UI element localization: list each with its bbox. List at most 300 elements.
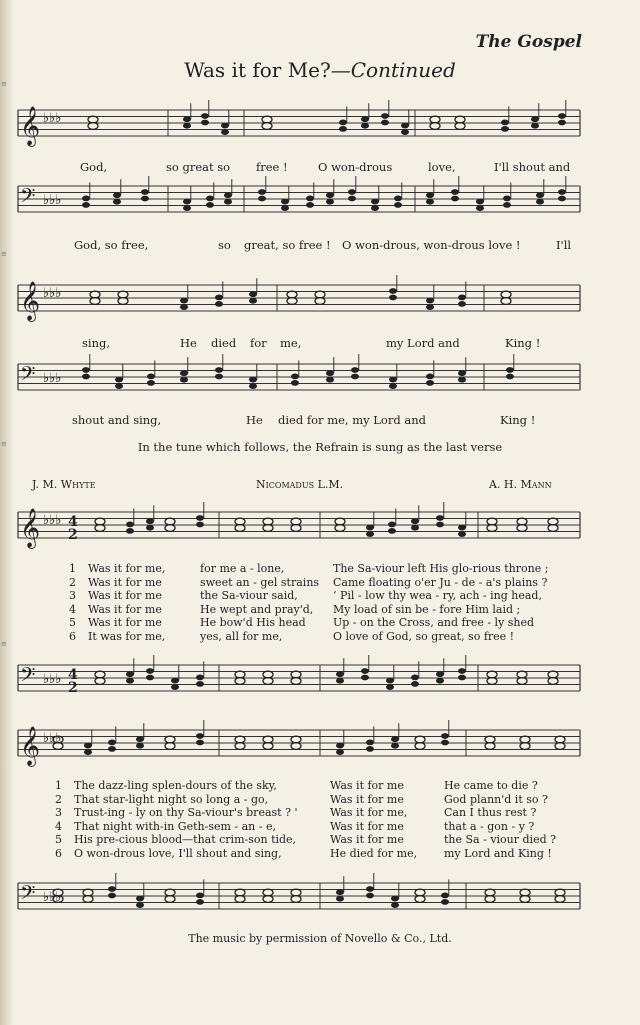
- note-head: [263, 736, 273, 743]
- note-head: [411, 675, 419, 681]
- note-head: [306, 196, 314, 202]
- time-signature-icon: 2: [68, 680, 78, 696]
- lyric: free !: [256, 160, 288, 174]
- note-head: [371, 205, 379, 211]
- note-head: [281, 205, 289, 211]
- note-head: [206, 202, 214, 208]
- note-head: [263, 896, 273, 903]
- note-head: [458, 295, 466, 301]
- note-head: [215, 367, 223, 373]
- note-head: [82, 374, 90, 380]
- note-head: [401, 129, 409, 135]
- note-head: [118, 291, 128, 298]
- note-head: [458, 370, 466, 376]
- note-head: [249, 298, 257, 304]
- verse-text: my Lord and King !: [444, 847, 552, 860]
- bass-clef-icon: 𝄢: [20, 663, 36, 691]
- note-head: [206, 196, 214, 202]
- permission-footer: The music by permission of Novello & Co., Ltd.: [188, 932, 452, 945]
- treble-clef-icon: 𝄞: [20, 508, 41, 548]
- note-head: [381, 120, 389, 126]
- note-head: [315, 298, 325, 305]
- note-head: [415, 889, 425, 896]
- verse-text: Came floating o'er Ju - de - a's plains ?: [333, 575, 548, 589]
- note-head: [147, 380, 155, 386]
- note-head: [180, 298, 188, 304]
- note-head: [426, 192, 434, 198]
- note-head: [441, 899, 449, 905]
- note-head: [520, 736, 530, 743]
- verse-number: 4: [69, 602, 76, 616]
- note-head: [339, 126, 347, 132]
- verse-number: 5: [55, 833, 62, 847]
- note-head: [436, 678, 444, 684]
- note-head: [351, 374, 359, 380]
- lyric: love,: [428, 160, 456, 174]
- treble-clef-icon: 𝄞: [20, 106, 41, 146]
- note-head: [141, 189, 149, 195]
- bass-clef-icon: 𝄢: [20, 184, 36, 212]
- verse-text: yes, all for me,: [200, 630, 283, 643]
- note-head: [485, 896, 495, 903]
- note-head: [326, 199, 334, 205]
- note-head: [555, 736, 565, 743]
- note-head: [196, 893, 204, 899]
- lyric: great, so free !: [244, 238, 331, 252]
- note-head: [455, 123, 465, 130]
- note-head: [258, 189, 266, 195]
- note-head: [235, 736, 245, 743]
- note-head: [548, 518, 558, 525]
- lyric: died for me, my Lord and: [278, 413, 426, 427]
- verse-text: Was it for me: [88, 616, 162, 630]
- note-head: [558, 196, 566, 202]
- note-head: [196, 733, 204, 739]
- note-head: [306, 202, 314, 208]
- note-head: [336, 671, 344, 677]
- note-head: [146, 675, 154, 681]
- note-head: [291, 743, 301, 750]
- note-head: [90, 298, 100, 305]
- lyric: for: [250, 336, 267, 350]
- note-head: [215, 374, 223, 380]
- note-head: [336, 889, 344, 895]
- note-head: [215, 301, 223, 307]
- note-head: [531, 116, 539, 122]
- note-head: [391, 902, 399, 908]
- flat-signature-icon: ♭♭♭: [43, 111, 62, 126]
- note-head: [263, 518, 273, 525]
- title-continued: —Continued: [330, 58, 456, 82]
- note-head: [411, 525, 419, 531]
- note-head: [180, 304, 188, 310]
- note-head: [503, 202, 511, 208]
- note-head: [146, 518, 154, 524]
- note-head: [487, 678, 497, 685]
- note-head: [263, 678, 273, 685]
- note-head: [517, 678, 527, 685]
- note-head: [366, 740, 374, 746]
- note-head: [558, 113, 566, 119]
- note-head: [335, 518, 345, 525]
- note-head: [485, 889, 495, 896]
- note-head: [165, 889, 175, 896]
- note-head: [249, 377, 257, 383]
- note-head: [291, 889, 301, 896]
- note-head: [415, 743, 425, 750]
- instruction-note: In the tune which follows, the Refrain is sung as the last verse: [137, 440, 503, 454]
- note-head: [126, 671, 134, 677]
- note-head: [476, 205, 484, 211]
- note-head: [113, 192, 121, 198]
- note-head: [430, 116, 440, 123]
- note-head: [441, 740, 449, 746]
- note-head: [336, 749, 344, 755]
- note-head: [82, 202, 90, 208]
- spine-mark: ≡: [1, 440, 7, 448]
- note-head: [263, 743, 273, 750]
- note-head: [95, 525, 105, 532]
- note-head: [411, 518, 419, 524]
- title-main: Was it for Me?: [184, 58, 331, 82]
- note-head: [501, 126, 509, 132]
- verse-text: Was it for me: [88, 589, 162, 603]
- note-head: [371, 199, 379, 205]
- note-head: [115, 383, 123, 389]
- note-head: [326, 192, 334, 198]
- verse-text: ‘ Pil - low thy wea - ry, ach - ing head,: [333, 589, 542, 603]
- verse-text: Was it for me: [330, 779, 404, 792]
- verse-text: He came to die ?: [444, 779, 538, 792]
- flat-signature-icon: ♭♭♭: [43, 672, 62, 687]
- note-head: [501, 291, 511, 298]
- note-head: [366, 531, 374, 537]
- verse-number: 2: [55, 792, 62, 806]
- verse-text: Was it for me: [88, 602, 162, 616]
- verse-text: It was for me,: [88, 630, 166, 643]
- note-head: [391, 736, 399, 742]
- note-head: [90, 291, 100, 298]
- note-head: [487, 518, 497, 525]
- note-head: [458, 301, 466, 307]
- note-head: [401, 123, 409, 129]
- note-head: [451, 189, 459, 195]
- lyric: my Lord and: [386, 336, 460, 350]
- note-head: [136, 896, 144, 902]
- note-head: [136, 902, 144, 908]
- note-head: [221, 123, 229, 129]
- lyric: King !: [500, 413, 536, 427]
- verse-text: Was it for me: [330, 833, 404, 847]
- note-head: [291, 525, 301, 532]
- note-head: [531, 123, 539, 129]
- note-head: [235, 889, 245, 896]
- note-head: [224, 199, 232, 205]
- note-head: [235, 671, 245, 678]
- note-head: [88, 123, 98, 130]
- note-head: [458, 525, 466, 531]
- note-head: [147, 374, 155, 380]
- note-head: [455, 116, 465, 123]
- spine-mark: ≡: [1, 250, 7, 258]
- author-credit: J. M. Whyte: [32, 478, 96, 491]
- verse-text: O love of God, so great, so free !: [333, 630, 515, 643]
- note-head: [263, 671, 273, 678]
- verse-number: 2: [69, 575, 76, 589]
- note-head: [180, 377, 188, 383]
- note-head: [126, 678, 134, 684]
- verse-text: My load of sin be - fore Him laid ;: [333, 602, 521, 616]
- note-head: [263, 889, 273, 896]
- verse-text: the Sa - viour died ?: [444, 833, 557, 847]
- note-head: [336, 678, 344, 684]
- note-head: [458, 377, 466, 383]
- note-head: [183, 205, 191, 211]
- verse-text: Was it for me: [330, 819, 404, 833]
- flat-signature-icon: ♭♭♭: [43, 286, 62, 301]
- note-head: [476, 199, 484, 205]
- note-head: [235, 678, 245, 685]
- flat-signature-icon: ♭♭♭: [43, 890, 62, 905]
- note-head: [389, 377, 397, 383]
- note-head: [555, 889, 565, 896]
- verse-text: for me a - lone,: [200, 562, 285, 575]
- note-head: [366, 525, 374, 531]
- note-head: [458, 675, 466, 681]
- verse-text: Can I thus rest ?: [444, 806, 537, 820]
- note-head: [165, 743, 175, 750]
- time-signature-icon: 4: [68, 667, 78, 683]
- verse-text: Was it for me: [330, 792, 404, 806]
- note-head: [361, 116, 369, 122]
- note-head: [548, 678, 558, 685]
- note-head: [506, 367, 514, 373]
- note-head: [183, 123, 191, 129]
- note-head: [165, 525, 175, 532]
- note-head: [386, 678, 394, 684]
- note-head: [183, 199, 191, 205]
- note-head: [458, 531, 466, 537]
- note-head: [235, 896, 245, 903]
- note-head: [388, 522, 396, 528]
- note-head: [262, 123, 272, 130]
- lyric: He: [246, 413, 263, 427]
- note-head: [517, 525, 527, 532]
- note-head: [88, 116, 98, 123]
- note-head: [388, 528, 396, 534]
- section-header: The Gospel: [475, 32, 582, 52]
- note-head: [536, 192, 544, 198]
- note-head: [235, 743, 245, 750]
- note-head: [485, 743, 495, 750]
- note-head: [171, 678, 179, 684]
- note-head: [326, 377, 334, 383]
- note-head: [115, 377, 123, 383]
- note-head: [95, 678, 105, 685]
- lyric: so great so: [166, 160, 231, 174]
- lyric: me,: [280, 336, 302, 350]
- note-head: [520, 743, 530, 750]
- flat-signature-icon: ♭♭♭: [43, 731, 62, 746]
- time-signature-icon: 2: [68, 527, 78, 543]
- bass-clef-icon: 𝄢: [20, 881, 36, 909]
- note-head: [436, 522, 444, 528]
- bass-clef-icon: 𝄢: [20, 362, 36, 390]
- tune-credit: Nicomadus L.M.: [256, 478, 344, 491]
- treble-clef-icon: 𝄞: [20, 726, 41, 766]
- verse-number: 1: [55, 779, 62, 792]
- note-head: [361, 123, 369, 129]
- note-head: [506, 374, 514, 380]
- verse-number: 5: [69, 616, 76, 630]
- note-head: [558, 189, 566, 195]
- verse-text: Up - on the Cross, and free - ly shed: [333, 616, 535, 630]
- lyric: O won-drous: [318, 160, 393, 174]
- note-head: [430, 123, 440, 130]
- lyric: He: [180, 336, 197, 350]
- note-head: [180, 370, 188, 376]
- note-head: [201, 120, 209, 126]
- verse-text: That star-light night so long a - go,: [74, 792, 269, 806]
- note-head: [249, 291, 257, 297]
- note-head: [287, 291, 297, 298]
- note-head: [108, 740, 116, 746]
- note-head: [335, 525, 345, 532]
- note-head: [555, 896, 565, 903]
- note-head: [258, 196, 266, 202]
- lyric: I'll: [556, 238, 572, 252]
- note-head: [555, 743, 565, 750]
- note-head: [291, 380, 299, 386]
- note-head: [361, 675, 369, 681]
- note-head: [235, 525, 245, 532]
- note-head: [366, 886, 374, 892]
- note-head: [389, 295, 397, 301]
- note-head: [426, 374, 434, 380]
- note-head: [366, 746, 374, 752]
- note-head: [339, 120, 347, 126]
- note-head: [501, 120, 509, 126]
- flat-signature-icon: ♭♭♭: [43, 513, 62, 528]
- verse-text: sweet an - gel strains: [200, 575, 320, 589]
- note-head: [281, 199, 289, 205]
- note-head: [108, 893, 116, 899]
- note-head: [391, 743, 399, 749]
- note-head: [415, 896, 425, 903]
- note-head: [171, 684, 179, 690]
- note-head: [426, 304, 434, 310]
- lyric: shout and sing,: [72, 413, 162, 427]
- verse-text: The dazz-ling splen-dours of the sky,: [74, 779, 277, 792]
- note-head: [315, 291, 325, 298]
- note-head: [221, 129, 229, 135]
- spine-mark: ≡: [1, 80, 7, 88]
- note-head: [351, 367, 359, 373]
- note-head: [126, 528, 134, 534]
- note-head: [84, 749, 92, 755]
- note-head: [287, 298, 297, 305]
- lyric: sing,: [82, 336, 111, 350]
- note-head: [263, 525, 273, 532]
- note-head: [146, 668, 154, 674]
- note-head: [326, 370, 334, 376]
- note-head: [196, 522, 204, 528]
- note-head: [426, 380, 434, 386]
- note-head: [426, 298, 434, 304]
- spine-mark: ≡: [1, 640, 7, 648]
- note-head: [84, 743, 92, 749]
- lyric: died: [211, 336, 237, 350]
- note-head: [108, 886, 116, 892]
- note-head: [441, 893, 449, 899]
- lyric: King !: [505, 336, 541, 350]
- note-head: [291, 518, 301, 525]
- note-head: [517, 518, 527, 525]
- note-head: [136, 736, 144, 742]
- note-head: [348, 189, 356, 195]
- note-head: [201, 113, 209, 119]
- note-head: [558, 120, 566, 126]
- note-head: [548, 525, 558, 532]
- note-head: [503, 196, 511, 202]
- note-head: [441, 733, 449, 739]
- note-head: [165, 896, 175, 903]
- verse-text: He bow'd His head: [200, 616, 306, 630]
- note-head: [391, 896, 399, 902]
- note-head: [196, 681, 204, 687]
- verse-text: Was it for me,: [88, 562, 166, 575]
- lyric: God,: [80, 160, 108, 174]
- verse-text: Trust-ing - ly on thy Sa-viour's breast ? ': [74, 806, 298, 820]
- composer-credit: A. H. Mann: [489, 478, 552, 491]
- flat-signature-icon: ♭♭♭: [43, 371, 62, 386]
- verse-number: 6: [55, 847, 62, 860]
- verse-text: He died for me,: [330, 847, 418, 860]
- verse-text: He wept and pray'd,: [200, 602, 314, 616]
- verse-text: God plann'd it so ?: [444, 792, 548, 806]
- note-head: [394, 202, 402, 208]
- note-head: [108, 746, 116, 752]
- note-head: [485, 736, 495, 743]
- verse-text: Was it for me: [88, 575, 162, 589]
- note-head: [196, 740, 204, 746]
- note-head: [501, 298, 511, 305]
- note-head: [336, 743, 344, 749]
- note-head: [146, 525, 154, 531]
- verse-text: O won-drous love, I'll shout and sing,: [74, 847, 282, 860]
- note-head: [520, 889, 530, 896]
- note-head: [381, 113, 389, 119]
- note-head: [291, 671, 301, 678]
- verse-number: 3: [69, 589, 76, 603]
- note-head: [426, 199, 434, 205]
- note-head: [291, 736, 301, 743]
- note-head: [136, 743, 144, 749]
- lyric: I'll shout and: [494, 160, 571, 174]
- note-head: [458, 668, 466, 674]
- note-head: [183, 116, 191, 122]
- verse-number: 3: [55, 806, 62, 820]
- note-head: [196, 675, 204, 681]
- note-head: [165, 518, 175, 525]
- note-head: [389, 383, 397, 389]
- note-head: [548, 671, 558, 678]
- note-head: [291, 678, 301, 685]
- note-head: [517, 671, 527, 678]
- note-head: [235, 518, 245, 525]
- verse-number: 1: [69, 562, 76, 575]
- note-head: [95, 518, 105, 525]
